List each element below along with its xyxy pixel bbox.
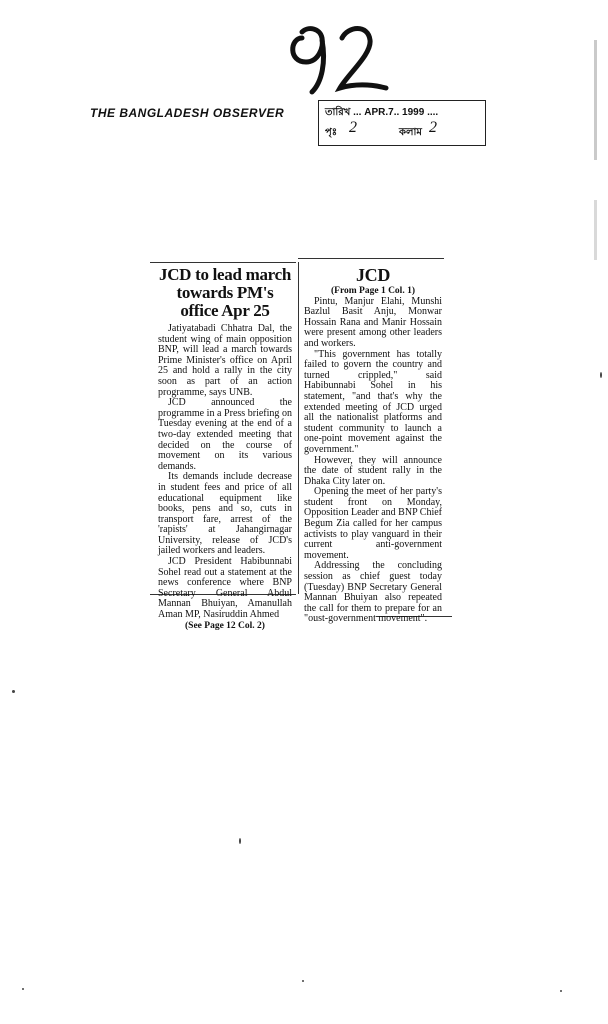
- article-left-paragraph: Jatiyatabadi Chhatra Dal, the student wing of main opposition BNP, will lead a march towards Prime Minister's office on April 25 and hold a rally in the city soon as part of an action programme, says UNB.: [158, 323, 292, 398]
- scan-speck: [22, 988, 24, 990]
- article-right: [304, 266, 442, 625]
- stamp-page-row: [325, 125, 337, 142]
- article-right-from-page: (From Page 1 Col. 1): [331, 286, 415, 296]
- article-right-paragraph: Opening the meet of her party's student front on Monday, Opposition Leader and BNP Chief Begum Zia called for her campus activists to play vanguard in their current anti-government movement.: [304, 486, 442, 561]
- article-left-continuation: (See Page 12 Col. 2): [185, 620, 265, 631]
- scan-speck: [239, 838, 241, 844]
- article-right-headline: JCD: [355, 265, 391, 285]
- clipping-top-rule-left: [150, 262, 296, 263]
- stamp-date-label: তারিখ: [325, 107, 351, 118]
- stamp-page-label: পৃঃ: [325, 127, 338, 138]
- stamp-page-value: 2: [349, 119, 357, 136]
- scan-speck: [560, 990, 562, 992]
- date-stamp: [318, 100, 486, 146]
- scan-speck: [12, 690, 15, 693]
- newspaper-name: THE BANGLADESH OBSERVER: [90, 106, 285, 120]
- scan-edge-mark: [594, 40, 597, 160]
- article-left: [158, 266, 292, 631]
- stamp-date-value: APR.7.. 1999: [364, 107, 425, 118]
- scan-speck: [302, 980, 304, 982]
- stamp-column-row: [399, 125, 422, 142]
- article-left-paragraph: JCD announced the programme in a Press briefing on Tuesday evening at the end of a two-day extended meeting that decided on the course of movement on its various demands.: [158, 397, 292, 472]
- article-right-paragraph: Addressing the concluding session as chief guest today (Tuesday) BNP Secretary General Mannan Bhuiyan also repeated the call for them to prepare for an "oust-government movement".: [304, 560, 442, 625]
- clipping-top-rule-right: [298, 258, 444, 259]
- stamp-column-value: 2: [429, 119, 437, 136]
- article-right-paragraph: "This government has totally failed to govern the country and turned crippled," said Habibunnabi Sohel in his statement, "and that's why the extended meeting of JCD urged all the nationalist platforms and student community to launch a one-point movement against the government.": [304, 348, 442, 455]
- scan-speck: [600, 372, 602, 378]
- article-left-paragraph: Its demands include decrease in student fees and price of all educational equipment like books, pens and so, cuts in transport fare, arrest of the 'rapists' at Jahangirnagar University, release of JCD's jailed workers and leaders.: [158, 471, 292, 557]
- article-right-paragraph: However, they will announce the date of student rally in the Dhaka City later on.: [304, 454, 442, 487]
- article-left-paragraph: JCD President Habibunnabi Sohel read out a statement at the news conference where BNP Secretary General Abdul Mannan Bhuiyan, Amanullah Aman MP, Nasiruddin Ahmed: [158, 556, 292, 621]
- article-left-headline: JCD to lead march towards PM's office Apr 25: [159, 265, 291, 320]
- article-right-paragraph: Pintu, Manjur Elahi, Munshi Bazlul Basit Anju, Monwar Hossain Rana and Manir Hossain were present among other leaders and workers.: [304, 295, 442, 349]
- stamp-column-label: কলাম: [399, 127, 422, 138]
- scan-edge-mark: [594, 200, 597, 260]
- column-divider: [298, 262, 299, 594]
- handwritten-number: [282, 18, 392, 98]
- stamp-date-row: তারিখ ... APR.7.. 1999 ....: [325, 107, 439, 118]
